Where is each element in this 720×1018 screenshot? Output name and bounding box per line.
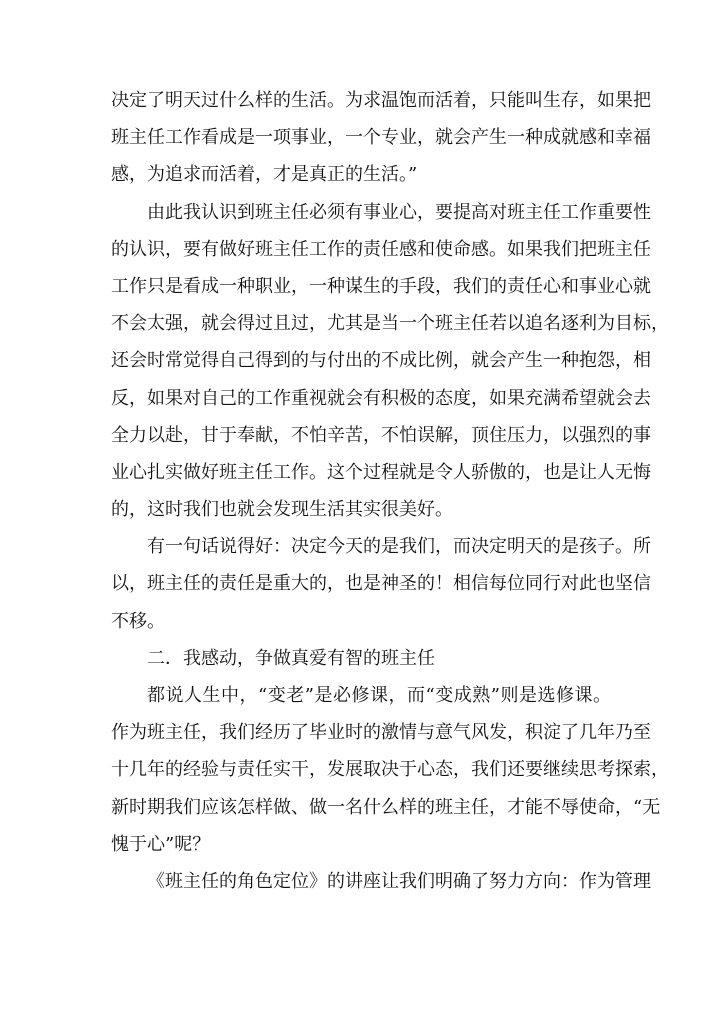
body-text xyxy=(111,82,669,900)
text-line: 工作只是看成一种职业，一种谋生的手段，我们的责任心和事业心就 xyxy=(111,275,651,297)
text-line: 业心扎实做好班主任工作。这个过程就是令人骄傲的，也是让人无悔 xyxy=(111,461,651,483)
text-line: 有一句话说得好：决定今天的是我们，而决定明天的是孩子。所 xyxy=(147,536,651,558)
text-line: 不移。 xyxy=(111,610,165,632)
text-line: 以，班主任的责任是重大的，也是神圣的！相信每位同行对此也坚信 xyxy=(111,573,651,595)
text-line: 班主任工作看成是一项事业，一个专业，就会产生一种成就感和幸福 xyxy=(111,127,651,149)
text-line: 《班主任的角色定位》的讲座让我们明确了努力方向：作为管理 xyxy=(147,870,651,892)
text-line: 不会太强，就会得过且过，尤其是当一个班主任若以追名逐利为目标， xyxy=(111,313,669,335)
text-line: 全力以赴，甘于奉献，不怕辛苦，不怕误解，顶住压力，以强烈的事 xyxy=(111,424,651,446)
text-line: 愧于心”呢？ xyxy=(111,833,211,855)
text-line: 的认识，要有做好班主任工作的责任感和使命感。如果我们把班主任 xyxy=(111,238,651,260)
text-line: 作为班主任，我们经历了毕业时的激情与意气风发，积淀了几年乃至 xyxy=(111,722,651,744)
text-line: 反，如果对自己的工作重视就会有积极的态度，如果充满希望就会去 xyxy=(111,387,651,409)
text-line: 都说人生中，“变老”是必修课，而“变成熟”则是选修课。 xyxy=(147,685,611,706)
text-line: 决定了明天过什么样的生活。为求温饱而活着，只能叫生存，如果把 xyxy=(111,90,651,111)
text-line: 还会时常觉得自己得到的与付出的不成比例，就会产生一种抱怨，相 xyxy=(111,350,651,372)
text-line: 新时期我们应该怎样做、做一名什么样的班主任，才能不辱使命，“无 xyxy=(111,796,661,818)
text-line: 的，这时我们也就会发现生活其实很美好。 xyxy=(111,499,453,521)
text-line: 感，为追求而活着，才是真正的生活。” xyxy=(111,164,418,186)
text-line: 由此我认识到班主任必须有事业心，要提高对班主任工作重要性 xyxy=(147,201,651,223)
section-heading: 二．我感动，争做真爱有智的班主任 xyxy=(147,647,435,669)
text-line: 十几年的经验与责任实干，发展取决于心态，我们还要继续思考探索， xyxy=(111,759,669,781)
